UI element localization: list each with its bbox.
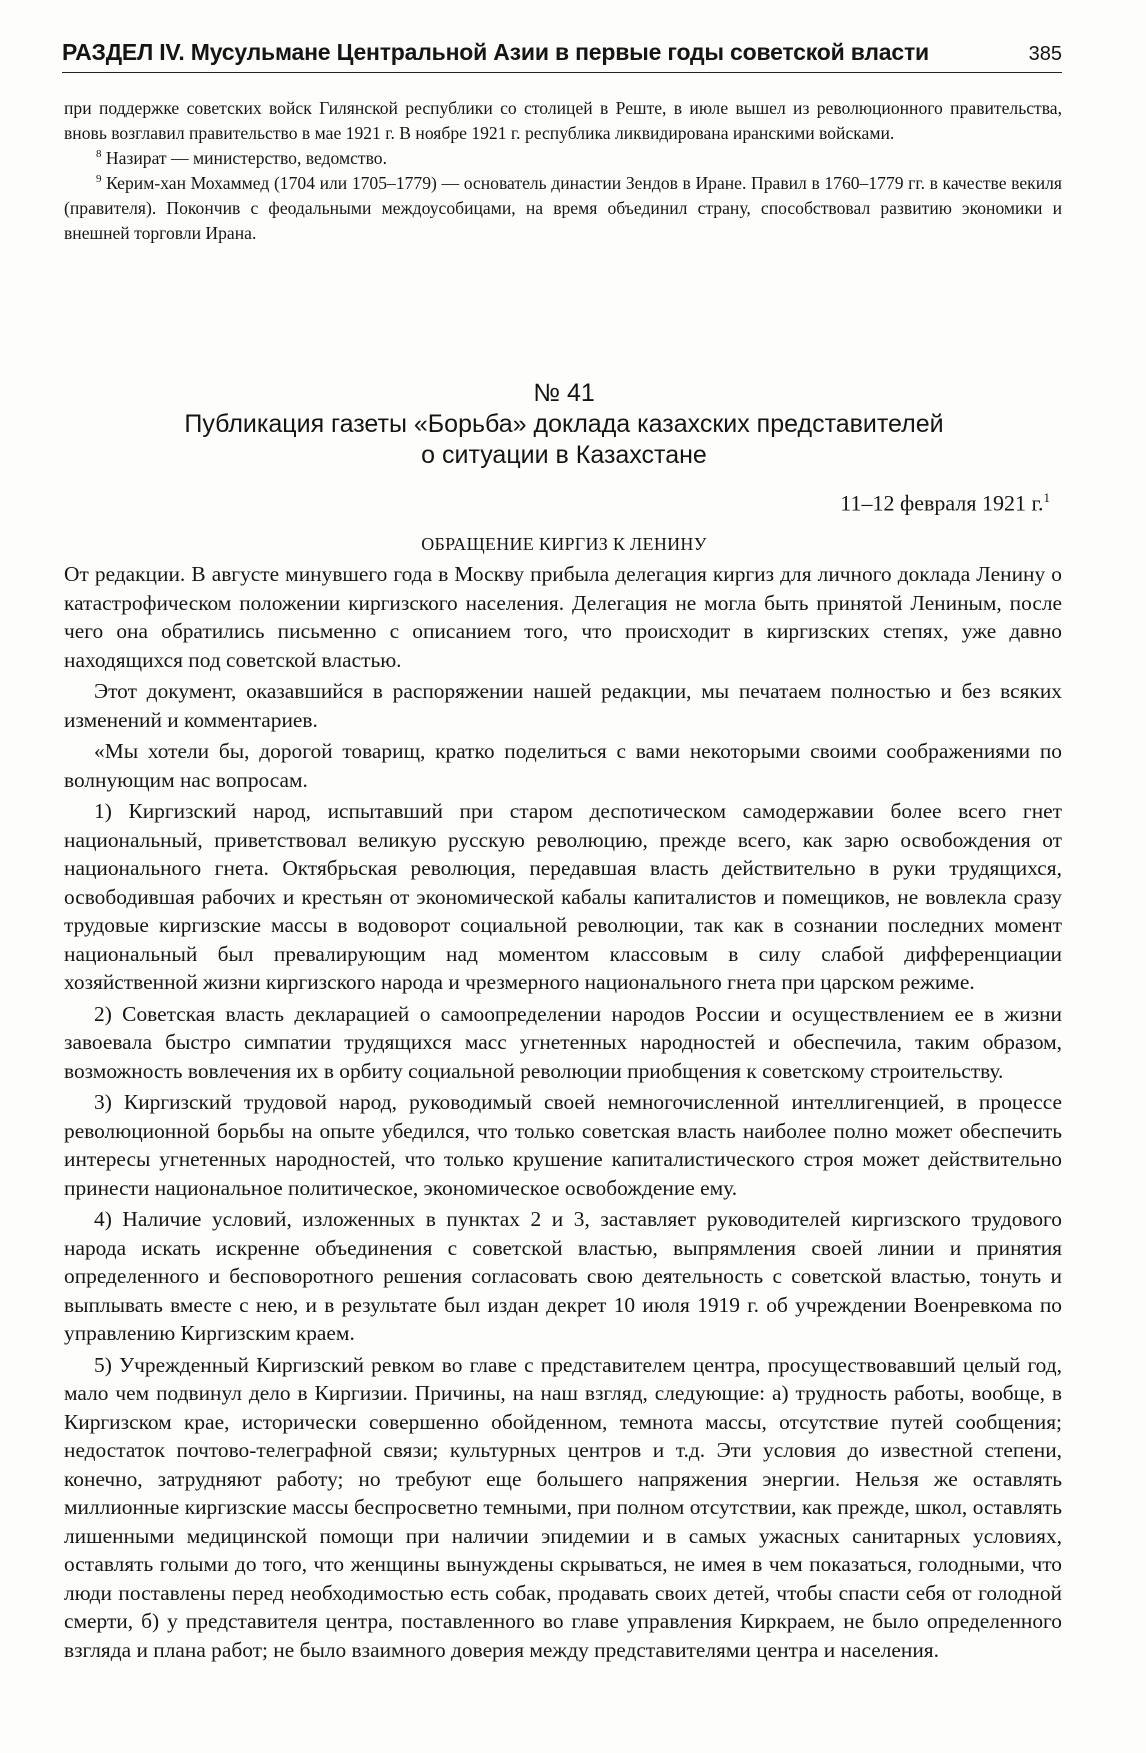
paragraph-3: «Мы хотели бы, дорогой товарищ, кратко поделиться с вами некоторыми своими соображениями по волнующим нас вопросам. <box>64 739 1062 792</box>
date-text: 11–12 февраля 1921 г. <box>840 490 1044 516</box>
paragraph-editorial: От редакции. В августе минувшего года в Москву прибыла делегация киргиз для личного доклада Ленину о катастрофическом положении киргизского населения. Делегация не могла быть принятой Лениным, после чего она обратились письменно с описанием того, что происходит в киргизских степях, уже давно находящихся под советской властью. <box>64 562 1062 672</box>
document-title-line-1: Публикация газеты «Борьба» доклада казахских представителей <box>184 410 944 438</box>
page-number: 385 <box>1028 43 1062 65</box>
footnote-continuation: при поддержке советских войск Гилянской республики со столицей в Реште, в июле вышел из революционного правительства, вновь возглавил правительство в мае 1921 г. В ноябре 1921 г. республика ликвидирована иранскими войсками. <box>64 98 1062 143</box>
paragraph-6: 3) Киргизский трудовой народ, руководимый своей немногочисленной интеллигенцией, в процессе революционной борьбы на опыте убедился, что только советская власть наиболее полно может обеспечить интересы угнетенных народностей, что только крушение капиталистического строя может действительно принести национальное политическое, экономическое освобождение ему. <box>64 1090 1062 1200</box>
footnote-9-mark: 9 <box>96 173 102 186</box>
footnote-8 <box>64 146 1062 171</box>
date-footnote-mark: 1 <box>1043 490 1050 505</box>
paragraph-7: 4) Наличие условий, изложенных в пунктах 2 и 3, заставляет руководителей киргизского трудового народа искать искренне объединения с советской властью, выпрямления своей линии и принятия определенного и бесповоротного решения согласовать свою деятельность с советской властью, тонуть и выплывать вместе с нею, и в результате был издан декрет 10 июля 1919 г. об учреждении Военревкома по управлению Киргизским краем. <box>64 1207 1062 1345</box>
footnote-8-mark: 8 <box>96 148 102 161</box>
document-title-line-2: о ситуации в Казахстане <box>421 441 707 469</box>
paragraph-8: 5) Учрежденный Киргизский ревком во главе с представителем центра, просуществовавший целый год, мало чем подвинул дело в Киргизии. Причины, на наш взгляд, следующие: а) трудность работы, вообще, в Киргизском крае, исторически совершенно обойденном, темнота массы, отсутствие путей сообщения; недостаток почтово-телеграфной связи; культурных центров и т.д. Эти условия до известной степени, конечно, затрудняют работу; но требуют еще большего напряжения энергии. Нельзя же оставлять миллионные киргизские массы беспросветно темными, при полном отсутствии, как прежде, школ, оставлять лишенными медицинской помощи при наличии эпидемии и в самых ужасных санитарных условиях, оставлять голыми до того, что женщины вынуждены скрываться, не имея в чем показаться, голодными, что люди поставлены перед необходимостью есть собак, продавать своих детей, чтобы спасти себя от голодной смерти, б) у представителя центра, поставленного во главе управления Киркраем, не было определенного взгляда и плана работ; не было взаимного доверия между представителями центра и населения. <box>64 1352 1062 1662</box>
document-date <box>840 490 1050 516</box>
running-header <box>62 34 1062 73</box>
document-heading <box>64 378 1064 471</box>
footnote-8-text: Назират — министерство, ведомство. <box>101 148 387 168</box>
section-title: РАЗДЕЛ IV. Мусульмане Центральной Азии в первые годы советской власти <box>62 39 929 65</box>
document-number: № 41 <box>533 379 595 407</box>
paragraph-2: Этот документ, оказавшийся в распоряжении нашей редакции, мы печатаем полностью и без всяких изменений и комментариев. <box>64 679 1062 732</box>
footnote-9-text: Керим-хан Мохаммед (1704 или 1705–1779) — основатель династии Зендов в Иране. Правил в 1760–1779 гг. в качестве векиля (правителя). Покончив с феодальными междоусобицами, на время объединил страну, способствовал развитию экономики и внешней торговли Ирана. <box>64 173 1062 243</box>
document-subheading: ОБРАЩЕНИЕ КИРГИЗ К ЛЕНИНУ <box>421 534 707 554</box>
document-body <box>64 560 1062 1667</box>
footnote-9 <box>64 171 1062 246</box>
paragraph-4: 1) Киргизский народ, испытавший при старом деспотическом самодержавии более всего гнет национальный, приветствовал великую русскую революцию, прежде всего, как зарю освобождения от национального гнета. Октябрьская революция, передавшая власть действительно в руки трудящихся, освободившая рабочих и крестьян от экономической кабалы капиталистов и помещиков, не вовлекла сразу трудовые киргизские массы в водоворот социальной революции, так как в сознании последних момент национальный был превалирующим над моментом классовым в силу слабой дифференциации хозяйственной жизни киргизского народа и чрезмерного национального гнета при царском режиме. <box>64 799 1062 994</box>
footnotes <box>64 96 1062 246</box>
paragraph-5: 2) Советская власть декларацией о самоопределении народов России и осуществлением ее в жизни завоевала быстро симпатии трудящихся масс угнетенных народностей и обеспечила, таким образом, возможность вовлечения их в орбиту социальной революции приобщения к советскому строительству. <box>64 1001 1062 1083</box>
